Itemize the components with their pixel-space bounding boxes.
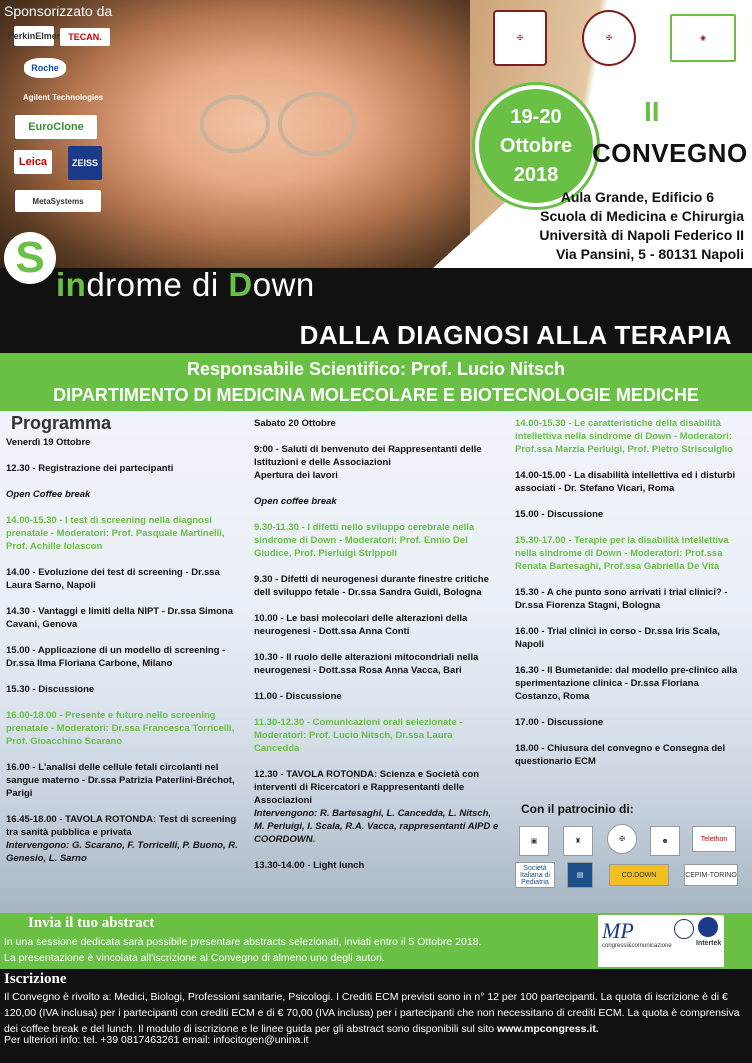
date-badge: 19-20 Ottobre 2018 [475, 85, 597, 207]
program-item: 12.30 - TAVOLA ROTONDA: Scienza e Società con interventi di Ricercatori e Rappresentanti delle Associazioni Intervengono: R. Bartesaghi, L. Cancedda, L. Nitsch, M. Perluigi, I. Scala, R.A. Vacca, rappresentanti AIPD e COORDOWN. [254, 769, 499, 845]
title-d: D [228, 266, 253, 303]
patrocinio-logo-cepim: CEPIM-TORINO [684, 864, 738, 886]
responsabile-scientifico: Responsabile Scientifico: Prof. Lucio Nitsch [186, 359, 566, 379]
program-item: 15.00 - Applicazione di un modello di screening - Dr.ssa Ilma Floriana Carbone, Milano [6, 645, 226, 669]
program-item: 13.30-14.00 - Light lunch [254, 860, 365, 871]
program-item: 14.00 - Evoluzione dei test di screening - Dr.ssa Laura Sarno, Napoli [6, 567, 220, 591]
program-item: 12.30 - Registrazione dei partecipanti [6, 463, 174, 474]
abstract-text: In una sessione dedicata sarà possibile presentare abstracts selezionati, inviati entro il 5 Ottobre 2018. La presentazione è vincolata all'iscrizione al Convegno di almeno uno degli autori. [4, 936, 482, 964]
programma-section [0, 411, 752, 913]
program-item: 10.30 - Il ruolo delle alterazioni mitocondriali nella neurogenesi - Dott.ssa Rosa Anna Vacca, Bari [254, 652, 479, 676]
dipartimento-name: DIPARTIMENTO DI MEDICINA MOLECOLARE E BIOTECNOLOGIE MEDICHE [53, 385, 699, 405]
contact-info: Per ulteriori info: tel. +39 0817463261 email: infocitogen@unina.it [4, 1034, 309, 1046]
program-item: 11.00 - Discussione [254, 691, 342, 702]
iscrizione-band [0, 969, 752, 1063]
program-item: 15.00 - Discussione [515, 509, 604, 520]
sponsor-logo-metasystems: MetaSystems [15, 190, 101, 212]
patrocinio-logo-telethon: Telethon [692, 826, 736, 852]
program-item: 16.45-18.00 - TAVOLA ROTONDA: Test di screening tra sanità pubblica e privata Intervengono: G. Scarano, F. Torricelli, P. Buono, R. Genesio, L. Sarno [6, 814, 238, 864]
abstract-title: Invia il tuo abstract [28, 915, 155, 931]
program-item: 9.30-11.30 - I difetti nello sviluppo cerebrale nella sindrome di Down - Moderatori: Prof. Ennio Del Giudice, Prof. Pierluigi Strippoli [254, 522, 475, 559]
sponsor-logo-euroclone: EuroClone [15, 115, 97, 139]
syndrome-title [56, 266, 315, 304]
title-part-drome: drome di [86, 266, 229, 303]
iscrizione-text: Il Convegno è rivolto a: Medici, Biologi, Professioni sanitarie, Psicologi. I Crediti ECM previsti sono in n° 12 per 100 partecipanti. La quota di iscrizione è di € 120,00 (IVA inclusa) per i partecipanti con crediti ECM e di € 70,00 (IVA inclusa) per i partecipanti che non necessitano di crediti ECM. La quota è comprensiva dei coffee break e del lunch. Il modulo di iscrizione e le linee guida per gli abstract sono disponibili sul sito www.mpcongress.it. [4, 991, 740, 1035]
convegno-title: CONVEGNO [592, 138, 748, 168]
sponsor-logo-zeiss: ZEISS [68, 146, 102, 180]
program-column-3 [515, 417, 745, 781]
program-item: 16.00 - Trial clinici in corso - Dr.ssa Iris Scala, Napoli [515, 626, 720, 650]
program-item: 9.30 - Difetti di neurogenesi durante finestre critiche dell sviluppo fetale - Dr.ssa Sandra Guidi, Bologna [254, 574, 489, 598]
sponsor-logo-perkinelmer: PerkinElmer [14, 26, 54, 46]
program-item: 16.00-18.00 - Presente e futuro nello screening prenatale - Moderatori: Dr.ssa Francesca Torricelli, Prof. Gioacchino Scarano [6, 710, 235, 747]
program-item: 14.30 - Vantaggi e limiti della NIPT - Dr.ssa Simona Cavani, Genova [6, 606, 234, 630]
program-item: 15.30 - A che punto sono arrivati i trial clinici? - Dr.ssa Fiorenza Stagni, Bologna [515, 587, 728, 611]
program-item: Open coffee break [254, 496, 337, 507]
title-part-own: own [252, 266, 315, 303]
patrocinio-logo-codown: CO.DOWN [609, 864, 669, 886]
program-column-1 [6, 411, 246, 878]
title-s-circle: S [4, 232, 56, 284]
sponsor-logo-roche: Roche [24, 58, 66, 78]
responsabile-band [0, 353, 752, 411]
abstract-band [0, 913, 752, 969]
program-item: 16.30 - Il Bumetanide: dal modello pre-clinico alla sperimentazione clinica - Dr.ssa Floriana Costanzo, Roma [515, 665, 738, 702]
sponsors-label: Sponsorizzato da [4, 3, 113, 19]
patrocinio-logo-comune: ♜ [563, 826, 593, 856]
patrocinio-logo-aipd: ☻ [650, 826, 680, 856]
patrocinio-label: Con il patrocinio di: [521, 802, 634, 816]
program-column-2 [254, 417, 499, 885]
program-item: 15.30 - Discussione [6, 684, 95, 695]
patrocinio-logo-universita: ✠ [607, 824, 637, 854]
venue-address: Aula Grande, Edificio 6 Scuola di Medicina e Chirurgia Università di Napoli Federico II Via Pansini, 5 - 80131 Napoli [539, 189, 744, 262]
programma-heading: Programma [11, 413, 112, 433]
patrocinio-logo-ministero: ▤ [567, 862, 593, 888]
dipartimento-logo: ◉ [670, 14, 736, 62]
program-item: 15.30-17.00 - Terapie per la disabilità intellettiva nella sindrome di Down - Moderatori: Prof.ssa Renata Bartesaghi, Prof.ssa Gabriella De Vita [515, 535, 729, 572]
patrocinio-logo-regione: ▣ [519, 826, 549, 856]
program-item: 9:00 - Saluti di benvenuto dei Rappresentanti delle Istituzioni e delle Associazioni Apertura dei lavori [254, 444, 482, 481]
sponsor-logo-leica: Leica [14, 150, 52, 174]
edition-number: II [644, 96, 660, 127]
program-item: Open Coffee break [6, 489, 91, 500]
program-item: Venerdì 19 Ottobre [6, 437, 91, 448]
program-item: 16.00 - L'analisi delle cellule fetali circolanti nel sangue materno - Dr.ssa Patrizia Paterlini-Bréchot, Parigi [6, 762, 235, 799]
program-item: 14.00-15.30 - I test di screening nella diagnosi prenatale - Moderatori: Prof. Pasquale Martinelli, Prof. Achille Iolascon [6, 515, 225, 552]
seal-federico-logo: ✠ [582, 10, 636, 66]
seal-medicina-logo: ✠ [493, 10, 547, 66]
program-item: 18.00 - Chiusura del convegno e Consegna del questionario ECM [515, 743, 726, 767]
sponsor-logo-tecan: TECAN. [60, 28, 110, 46]
patrocinio-logo-sip: Società Italiana di Pediatria [515, 862, 555, 888]
program-item: Sabato 20 Ottobre [254, 418, 336, 429]
program-item: 17.00 - Discussione [515, 717, 604, 728]
mp-congress-logo: MP congressi&comunicazione Intertek [598, 915, 724, 967]
website-link[interactable]: www.mpcongress.it. [497, 1023, 599, 1035]
sponsor-logo-agilent: Agilent Technologies [22, 92, 104, 102]
program-item: 14.00-15.00 - La disabilità intellettiva ed i disturbi associati - Dr. Stefano Vicari, Roma [515, 470, 736, 494]
title-part-in: in [56, 266, 87, 303]
program-item: 10.00 - Le basi molecolari delle alterazioni della neurogenesi - Dott.ssa Anna Conti [254, 613, 468, 637]
program-item: 14.00-15.30 - Le caratteristiche della disabilità intellettiva nella sindrome di Down - Moderatori: Prof.ssa Marzia Perluigi, Prof. Pietro Striscuiglio [515, 418, 734, 455]
program-item: 11.30-12.30 - Comunicazioni orali selezionate - Moderatori: Prof. Lucio Nitsch, Dr.ssa Laura Cancedda [254, 717, 463, 754]
iscrizione-title: Iscrizione [4, 971, 67, 987]
main-subtitle: DALLA DIAGNOSI ALLA TERAPIA [299, 320, 732, 350]
